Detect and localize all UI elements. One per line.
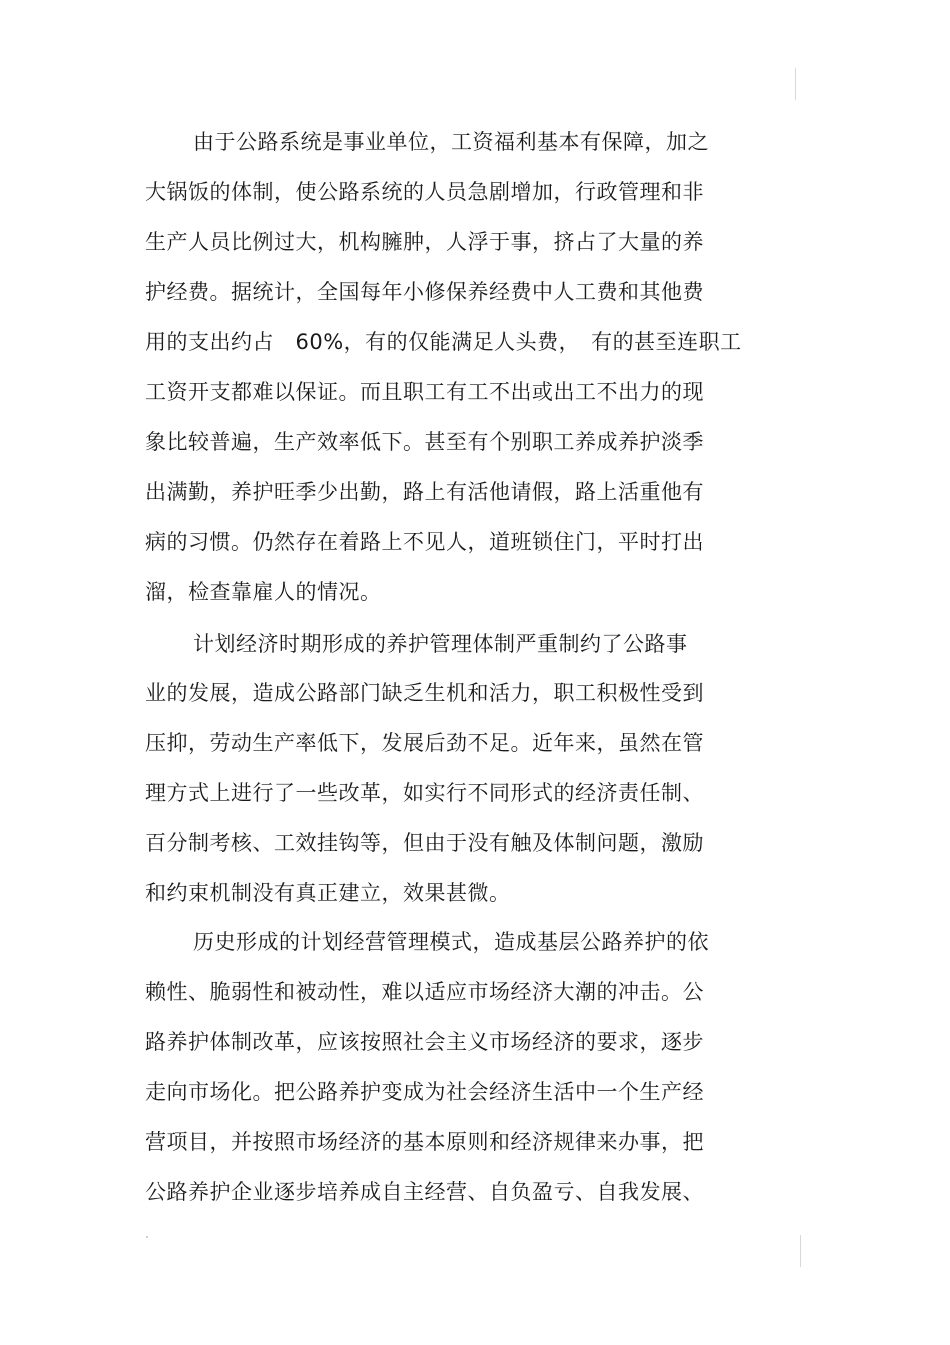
- paragraph-3-line: 路养护体制改革，应该按照社会主义市场经济的要求，逐步: [145, 1030, 704, 1054]
- paragraph-2-line: 理方式上进行了一些改革，如实行不同形式的经济责任制、: [145, 781, 704, 805]
- paragraph-3-line: 公路养护企业逐步培养成自主经营、自负盈亏、自我发展、: [145, 1180, 704, 1204]
- paragraph-3-line: 营项目，并按照市场经济的基本原则和经济规律来办事，把: [145, 1130, 704, 1154]
- paragraph-1-line: 护经费。据统计，全国每年小修保养经费中人工费和其他费: [145, 280, 704, 304]
- paragraph-1-line: 大锅饭的体制，使公路系统的人员急剧增加，行政管理和非: [145, 180, 704, 204]
- paragraph-1-line: 工资开支都难以保证。而且职工有工不出或出工不出力的现: [145, 380, 704, 404]
- paragraph-3-line: 历史形成的计划经营管理模式，造成基层公路养护的依: [193, 930, 709, 954]
- paragraph-3-line: 走向市场化。把公路养护变成为社会经济生活中一个生产经: [145, 1080, 704, 1104]
- margin-mark-bottom: [800, 1235, 801, 1267]
- paragraph-1-line: 出满勤，养护旺季少出勤，路上有活他请假，路上活重他有: [145, 480, 704, 504]
- paragraph-3-line: 赖性、脆弱性和被动性，难以适应市场经济大潮的冲击。公: [145, 980, 704, 1004]
- paragraph-2-line: 百分制考核、工效挂钩等，但由于没有触及体制问题，激励: [145, 831, 704, 855]
- paragraph-1-line: 由于公路系统是事业单位，工资福利基本有保障，加之: [193, 130, 709, 154]
- paragraph-2-line: 计划经济时期形成的养护管理体制严重制约了公路事: [193, 632, 688, 656]
- paragraph-1-line: 生产人员比例过大，机构臃肿，人浮于事，挤占了大量的养: [145, 230, 704, 254]
- margin-dot-bottom: [146, 1236, 148, 1238]
- paragraph-1-line: 溜，检查靠雇人的情况。: [145, 580, 382, 604]
- paragraph-2-line: 业的发展，造成公路部门缺乏生机和活力，职工积极性受到: [145, 681, 704, 705]
- margin-mark-top: [795, 68, 796, 100]
- paragraph-2-line: 压抑，劳动生产率低下，发展后劲不足。近年来，虽然在管: [145, 731, 704, 755]
- paragraph-1-line: 用的支出约占 60%，有的仅能满足人头费， 有的甚至连职工: [145, 330, 742, 354]
- paragraph-1-line: 象比较普遍，生产效率低下。甚至有个别职工养成养护淡季: [145, 430, 704, 454]
- paragraph-1-line: 病的习惯。仍然存在着路上不见人，道班锁住门，平时打出: [145, 530, 704, 554]
- paragraph-2-line: 和约束机制没有真正建立，效果甚微。: [145, 881, 511, 905]
